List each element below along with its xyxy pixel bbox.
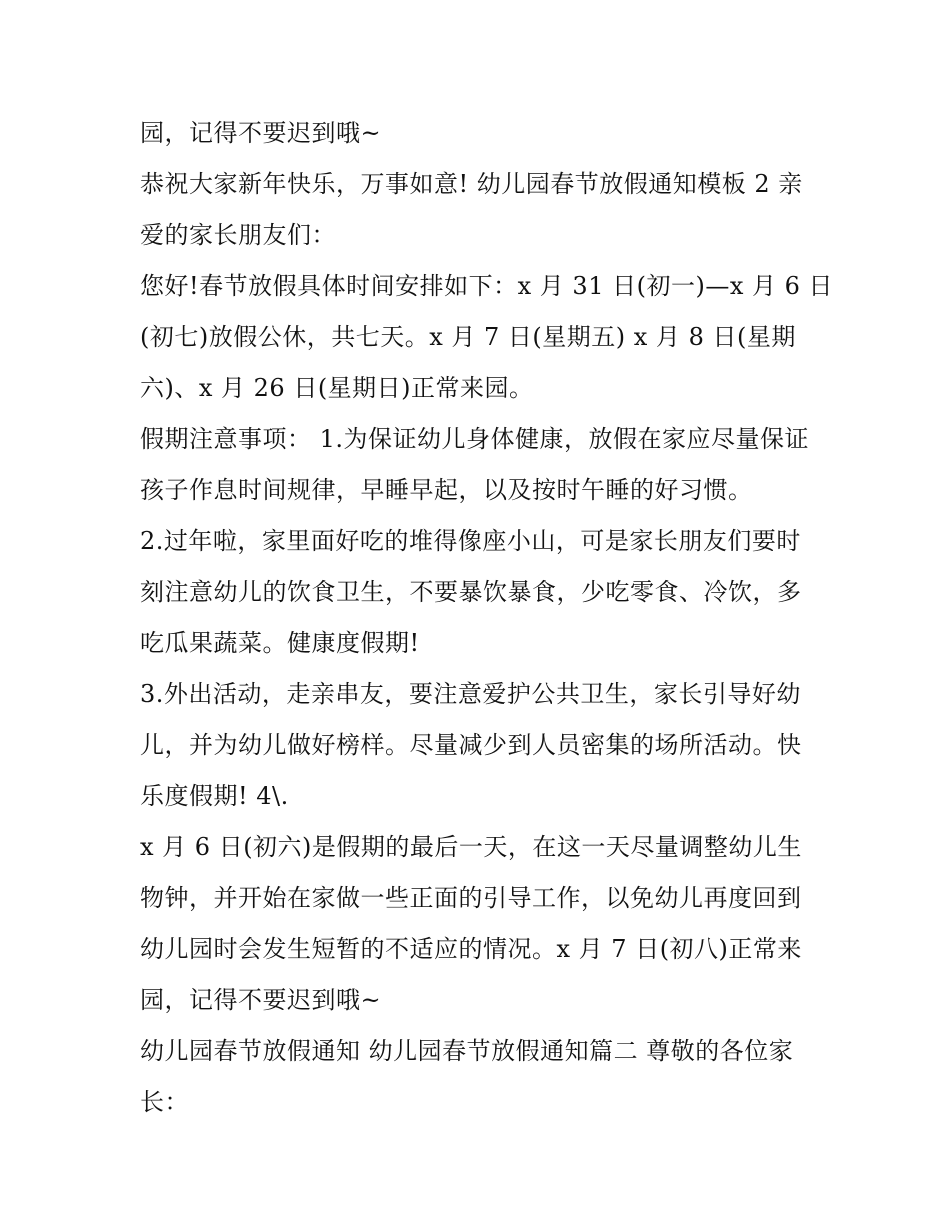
text-line: 儿，并为幼儿做好榜样。尽量减少到人员密集的场所活动。快	[140, 731, 802, 759]
text-line: 刻注意幼儿的饮食卫生，不要暴饮暴食，少吃零食、冷饮，多	[140, 578, 802, 606]
document-body	[140, 108, 834, 1128]
text-line: 恭祝大家新年快乐，万事如意! 幼儿园春节放假通知模板 2 亲	[140, 170, 803, 198]
text-line: 园，记得不要迟到哦~	[140, 986, 382, 1014]
text-line: 假期注意事项： 1.为保证幼儿身体健康，放假在家应尽量保证	[140, 425, 810, 453]
text-line: 物钟，并开始在家做一些正面的引导工作，以免幼儿再度回到	[140, 884, 802, 912]
text-line: 园，记得不要迟到哦~	[140, 119, 382, 147]
text-line: 孩子作息时间规律，早睡早起，以及按时午睡的好习惯。	[140, 476, 753, 504]
text-line: (初七)放假公休，共七天。x 月 7 日(星期五) x 月 8 日(星期	[140, 323, 796, 351]
text-line: 您好!春节放假具体时间安排如下：x 月 31 日(初一)—x 月 6 日	[140, 272, 834, 300]
text-line: 3.外出活动，走亲串友，要注意爱护公共卫生，家长引导好幼	[140, 680, 801, 708]
text-line: x 月 6 日(初六)是假期的最后一天，在这一天尽量调整幼儿生	[140, 833, 802, 861]
text-line: 爱的家长朋友们：	[140, 221, 336, 249]
text-line: 幼儿园时会发生短暂的不适应的情况。x 月 7 日(初八)正常来	[140, 935, 802, 963]
text-line: 2.过年啦，家里面好吃的堆得像座小山，可是家长朋友们要时	[140, 527, 801, 555]
text-line: 乐度假期! 4\.	[140, 782, 289, 810]
text-line: 长：	[140, 1088, 189, 1116]
text-line: 吃瓜果蔬菜。健康度假期!	[140, 629, 420, 657]
text-line: 幼儿园春节放假通知 幼儿园春节放假通知篇二 尊敬的各位家	[140, 1037, 794, 1065]
text-line: 六)、x 月 26 日(星期日)正常来园。	[140, 374, 534, 402]
